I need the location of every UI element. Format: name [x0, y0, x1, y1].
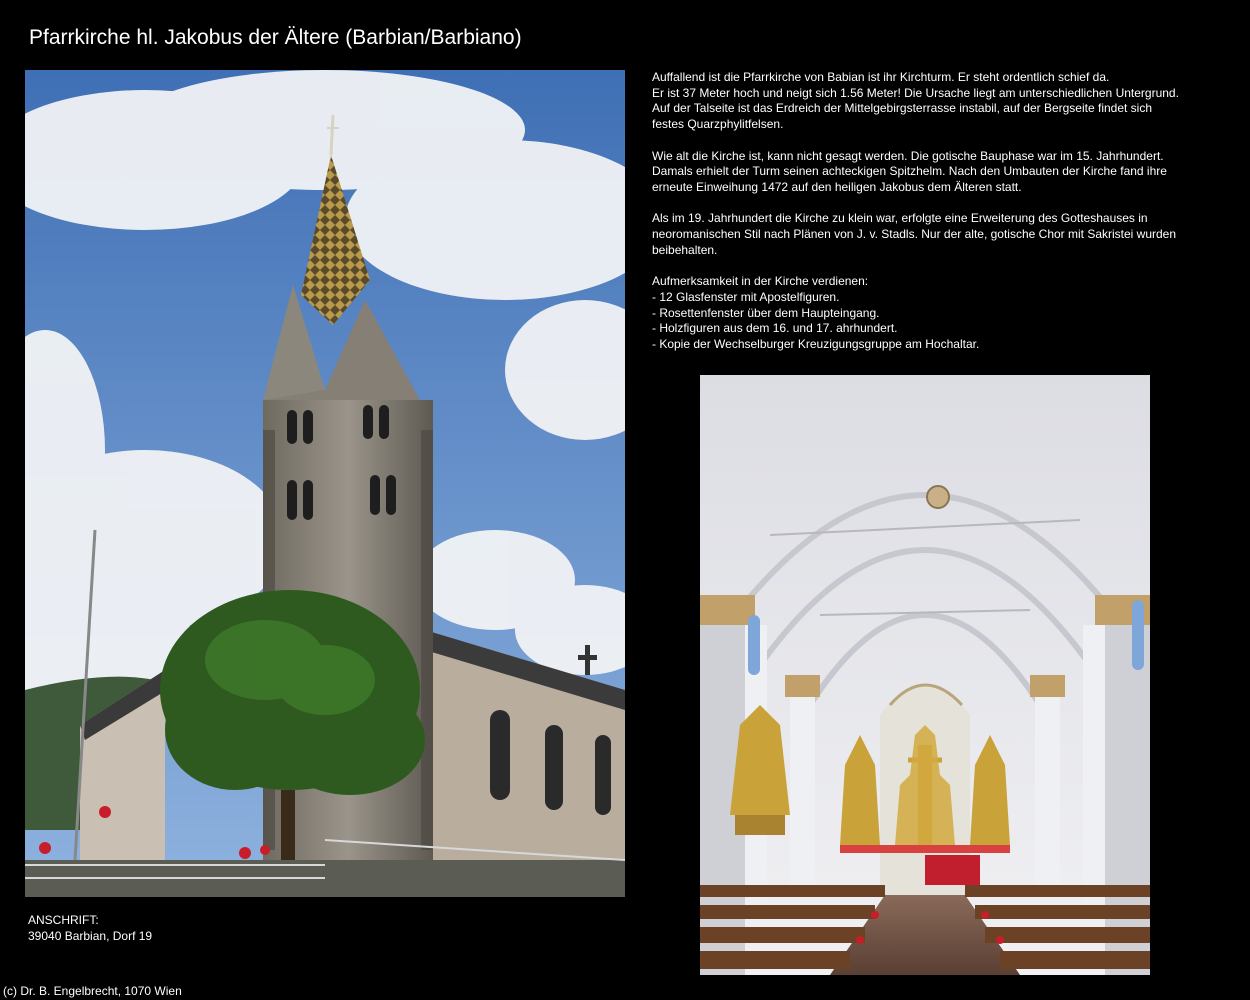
- address-value: 39040 Barbian, Dorf 19: [28, 928, 153, 943]
- description-paragraph: [652, 211, 1232, 258]
- text-line: erneute Einweihung 1472 auf den heiligen Jakobus dem Älteren statt.: [652, 179, 1022, 194]
- list-item: - Rosettenfenster über dem Haupteingang.: [652, 305, 880, 320]
- church-interior-illustration: [700, 375, 1150, 975]
- text-line: Auf der Talseite ist das Erdreich der Mittelgebirgsterrasse instabil, auf der Bergseite findet sich: [652, 101, 1153, 116]
- address-label: ANSCHRIFT:: [28, 913, 99, 927]
- description-paragraph: [652, 149, 1232, 196]
- text-line: festes Quarzphylitfelsen.: [652, 117, 784, 132]
- church-exterior-photo: [25, 70, 625, 897]
- church-exterior-illustration: [25, 70, 625, 897]
- text-line: Als im 19. Jahrhundert die Kirche zu klein war, erfolgte eine Erweiterung des Gotteshauses in: [652, 211, 1148, 226]
- text-line: Wie alt die Kirche ist, kann nicht gesagt werden. Die gotische Bauphase war im 15. Jahrhundert.: [652, 148, 1164, 163]
- text-line: beibehalten.: [652, 242, 718, 257]
- list-item: - 12 Glasfenster mit Apostelfiguren.: [652, 289, 840, 304]
- description-text: [652, 70, 1232, 353]
- church-interior-photo: [700, 375, 1150, 975]
- copyright-footer: (c) Dr. B. Engelbrecht, 1070 Wien: [3, 984, 182, 998]
- list-heading: Aufmerksamkeit in der Kirche verdienen:: [652, 274, 869, 289]
- address-block: [28, 913, 152, 944]
- description-paragraph: [652, 70, 1232, 133]
- text-line: neoromanischen Stil nach Plänen von J. v. Stadls. Nur der alte, gotische Chor mit Sakristei wurden: [652, 227, 1177, 241]
- text-line: Auffallend ist die Pfarrkirche von Babian ist ihr Kirchturm. Er steht ordentlich schief da.: [652, 70, 1110, 84]
- highlights-list: [652, 274, 1232, 353]
- text-line: Er ist 37 Meter hoch und neigt sich 1.56 Meter! Die Ursache liegt am unterschiedlichen Untergrund.: [652, 85, 1179, 100]
- text-line: Damals erhielt der Turm seinen achteckigen Spitzhelm. Nach den Umbauten der Kirche fand ihre: [652, 164, 1167, 179]
- page-title: Pfarrkirche hl. Jakobus der Ältere (Barbian/Barbiano): [29, 26, 522, 49]
- list-item: - Kopie der Wechselburger Kreuzigungsgruppe am Hochaltar.: [652, 336, 980, 351]
- list-item: - Holzfiguren aus dem 16. und 17. ahrhundert.: [652, 321, 898, 336]
